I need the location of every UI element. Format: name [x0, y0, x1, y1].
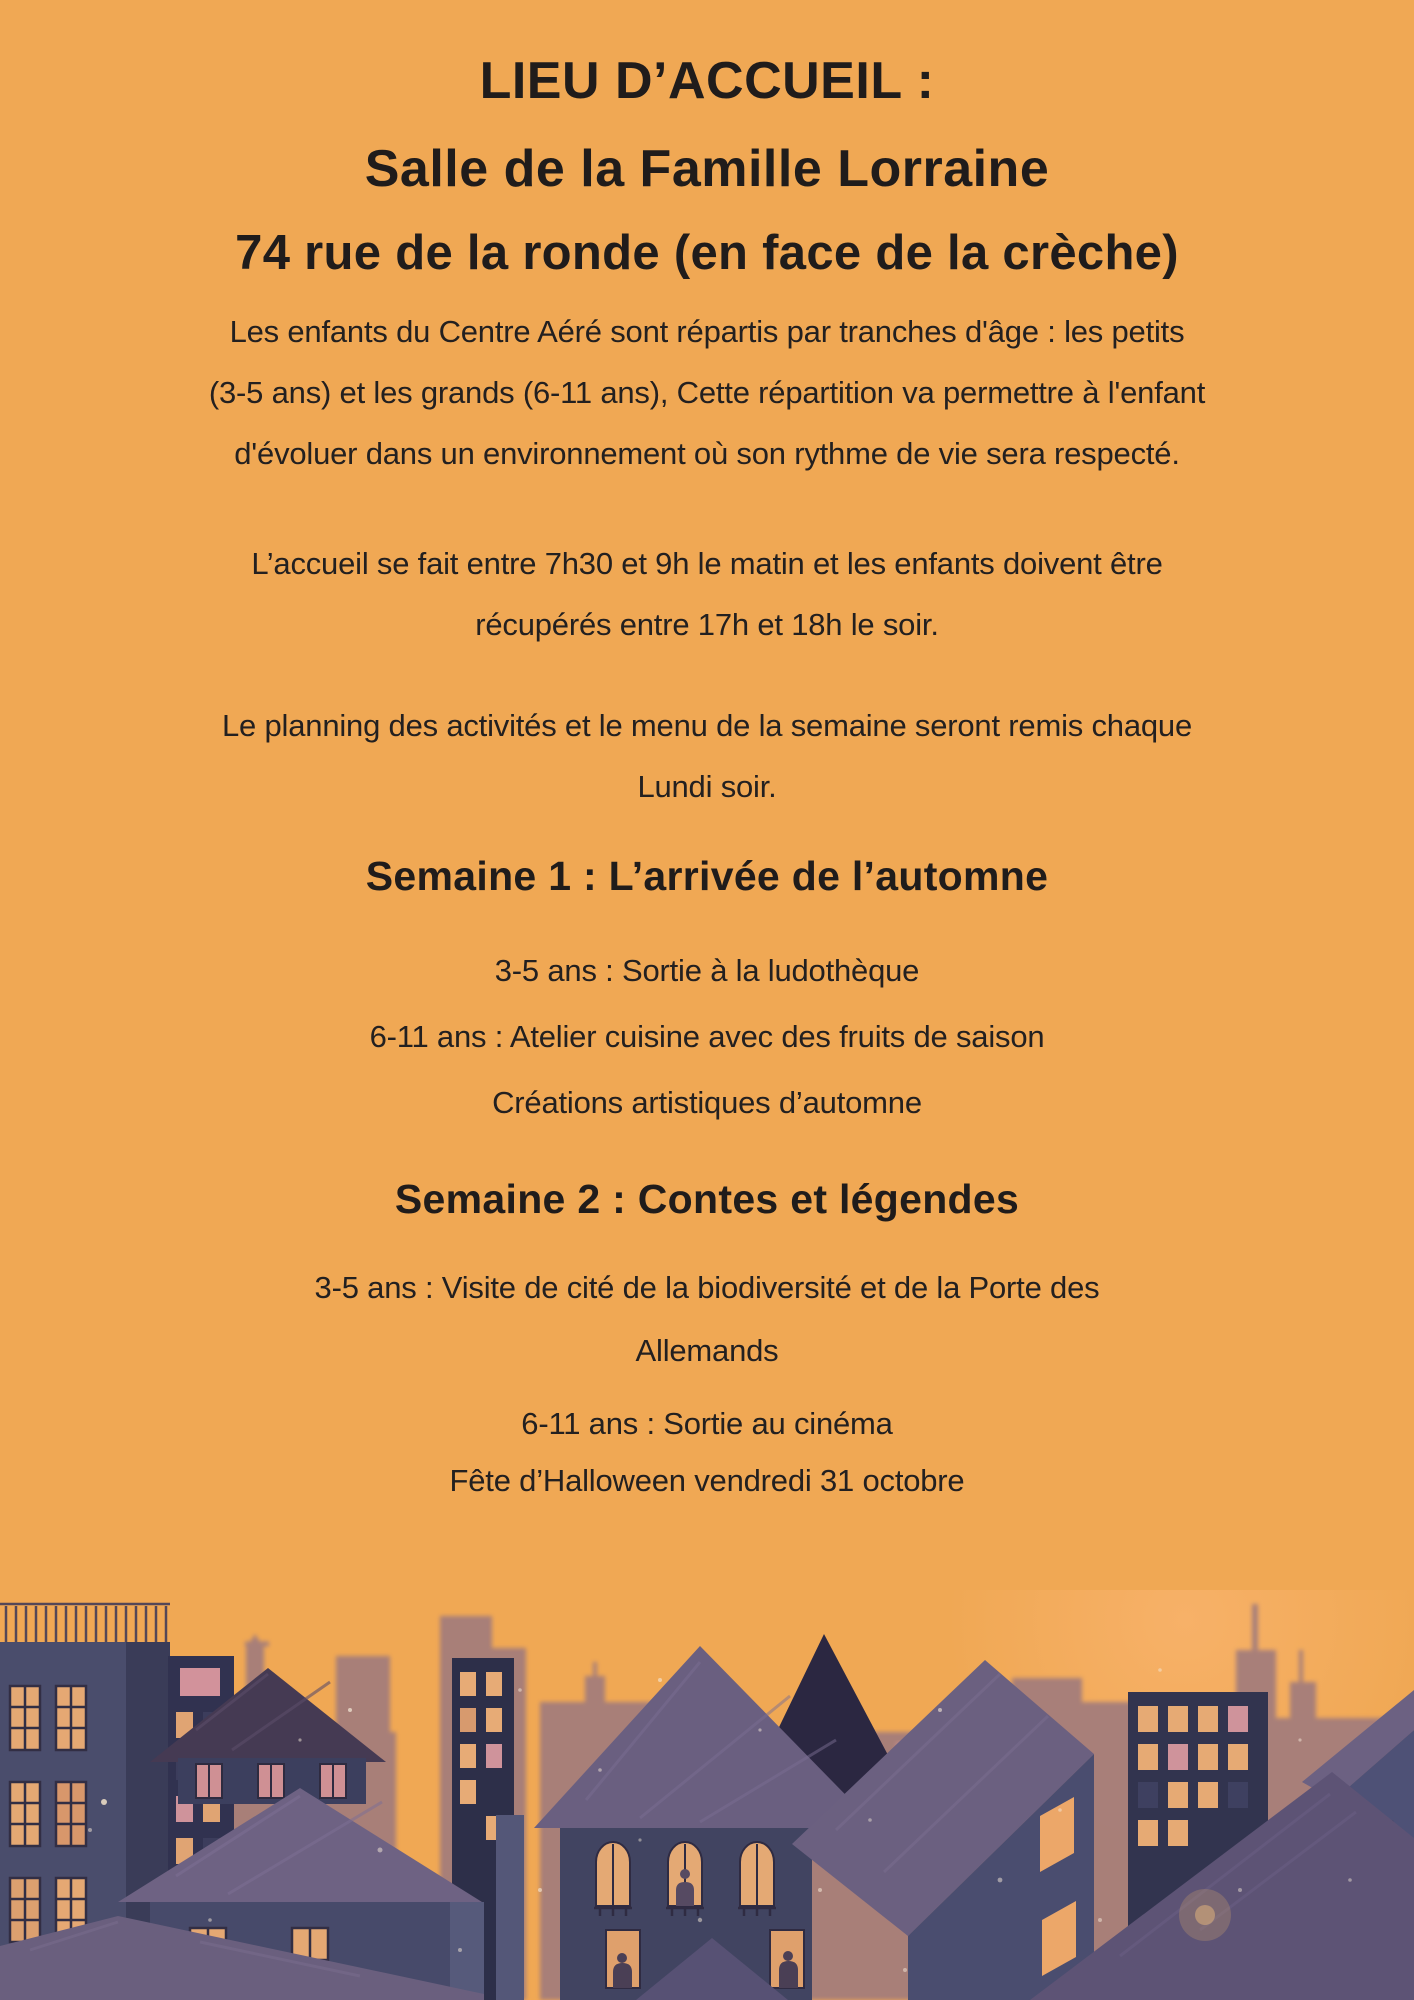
week1-item-2: 6-11 ans : Atelier cuisine avec des fruits de saison — [369, 1019, 1045, 1054]
week2-item-2: 6-11 ans : Sortie au cinéma — [521, 1406, 893, 1441]
intro-p2-line1: L’accueil se fait entre 7h30 et 9h le matin et les enfants doivent être — [251, 546, 1163, 581]
header-line-3: 74 rue de la ronde (en face de la crèche) — [235, 226, 1179, 280]
week1-item-3: Créations artistiques d’automne — [492, 1085, 922, 1120]
week2-item-1-line2: Allemands — [635, 1333, 779, 1368]
intro-p1-line3: d'évoluer dans un environnement où son rythme de vie sera respecté. — [234, 436, 1180, 471]
week1-title: Semaine 1 : L’arrivée de l’automne — [365, 853, 1049, 899]
building-corner-pillar — [496, 1815, 524, 2000]
week1-item-1: 3-5 ans : Sortie à la ludothèque — [494, 953, 920, 988]
week2-title: Semaine 2 : Contes et légendes — [394, 1176, 1020, 1222]
header-line-2: Salle de la Famille Lorraine — [364, 140, 1050, 198]
header-line-1: LIEU D’ACCUEIL : — [479, 52, 935, 110]
week2-item-1-line1: 3-5 ans : Visite de cité de la biodiversité et de la Porte des — [314, 1270, 1100, 1305]
intro-p2-line2: récupérés entre 17h et 18h le soir. — [475, 607, 939, 642]
week2-item-3: Fête d’Halloween vendredi 31 octobre — [449, 1463, 965, 1498]
intro-p3-line1: Le planning des activités et le menu de la semaine seront remis chaque — [222, 708, 1192, 743]
intro-p1-line1: Les enfants du Centre Aéré sont répartis par tranches d'âge : les petits — [229, 314, 1185, 349]
intro-p3-line2: Lundi soir. — [637, 769, 777, 804]
night-cityscape-illustration — [0, 1590, 1414, 2000]
intro-p1-line2: (3-5 ans) et les grands (6-11 ans), Cette répartition va permettre à l'enfant — [208, 375, 1206, 410]
